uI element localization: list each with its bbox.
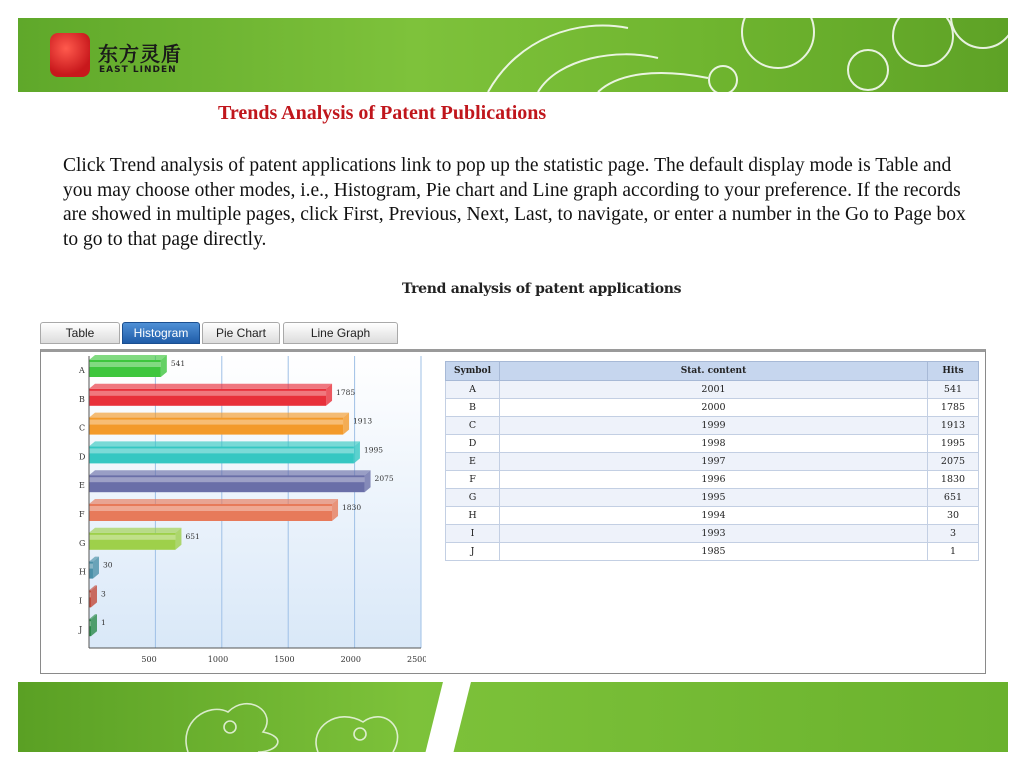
cell-stat-content: 1985	[500, 543, 928, 561]
cell-stat-content: 1994	[500, 507, 928, 525]
tab-pie-chart[interactable]: Pie Chart	[202, 322, 280, 344]
bar-highlight	[89, 391, 326, 396]
decorative-flowers	[18, 682, 1008, 752]
cell-hits: 1	[928, 543, 979, 561]
bar-top-face	[89, 441, 360, 446]
table-row	[446, 399, 979, 417]
histogram-svg	[41, 352, 426, 672]
bar-top-face	[89, 470, 371, 475]
cell-symbol: G	[446, 489, 500, 507]
tab-line-graph[interactable]: Line Graph	[283, 322, 398, 344]
table-row	[446, 525, 979, 543]
slide-title: Trends Analysis of Patent Publications	[218, 102, 547, 124]
bar-top-face	[89, 413, 349, 418]
histogram-chart	[41, 352, 426, 672]
cell-symbol: D	[446, 435, 500, 453]
table-row	[446, 507, 979, 525]
category-label: J	[79, 625, 83, 635]
table-row	[446, 471, 979, 489]
table-row	[446, 381, 979, 399]
stats-table-wrap	[445, 361, 979, 561]
table-row	[446, 489, 979, 507]
brand-name-cn: 东方灵盾	[98, 42, 182, 66]
cell-symbol: F	[446, 471, 500, 489]
category-label: B	[79, 394, 85, 404]
value-label: 1785	[336, 387, 356, 397]
cell-hits: 1830	[928, 471, 979, 489]
value-label: 1	[101, 618, 106, 628]
table-row	[446, 543, 979, 561]
cell-hits: 651	[928, 489, 979, 507]
category-label: H	[79, 567, 86, 577]
bar-highlight	[89, 506, 332, 511]
x-tick-label: 2500	[407, 655, 426, 664]
table-row	[446, 417, 979, 435]
cell-stat-content: 2000	[500, 399, 928, 417]
col-header-hits: Hits	[928, 362, 979, 381]
cell-hits: 3	[928, 525, 979, 543]
bar-highlight	[89, 477, 365, 482]
cell-hits: 1785	[928, 399, 979, 417]
cell-stat-content: 2001	[500, 381, 928, 399]
histogram-panel	[40, 349, 986, 674]
cell-stat-content: 1993	[500, 525, 928, 543]
category-label: E	[79, 481, 85, 491]
cell-stat-content: 1999	[500, 417, 928, 435]
cell-symbol: A	[446, 381, 500, 399]
brand-name-en: EAST LINDEN	[99, 65, 177, 75]
value-label: 30	[102, 560, 113, 570]
cell-symbol: E	[446, 453, 500, 471]
bar-highlight	[89, 448, 354, 453]
tab-histogram[interactable]: Histogram	[122, 322, 200, 344]
cell-stat-content: 1996	[500, 471, 928, 489]
cell-stat-content: 1998	[500, 435, 928, 453]
slide-body: Click Trend analysis of patent applications link to pop up the statistic page. The default display mode is Table and you may choose other modes, i.e., Histogram, Pie chart and Line graph according to your preference. If the records are showed in multiple pages, click First, Previous, Next, Last, to navigate, or enter a number in the Go to Page box to go to that page directly.	[63, 155, 966, 250]
tab-table[interactable]: Table	[40, 322, 120, 344]
x-tick-label: 500	[141, 655, 157, 664]
value-label: 1830	[342, 503, 362, 512]
bar-highlight	[89, 535, 175, 540]
bar-highlight	[89, 362, 161, 367]
cell-stat-content: 1995	[500, 489, 928, 507]
bar-highlight	[89, 564, 93, 569]
cell-symbol: I	[446, 525, 500, 543]
category-label: A	[79, 366, 85, 375]
cell-stat-content: 1997	[500, 453, 928, 471]
bar-top-face	[89, 384, 332, 389]
value-label: 1995	[363, 445, 384, 455]
category-label: F	[79, 510, 85, 519]
cell-symbol: B	[446, 399, 500, 417]
category-label: I	[79, 596, 83, 606]
value-label: 1913	[353, 416, 373, 426]
x-tick-label: 2000	[340, 655, 361, 664]
category-label: C	[79, 423, 86, 433]
value-label: 651	[185, 531, 200, 541]
stats-table	[445, 361, 979, 561]
brand-logo-icon	[50, 33, 90, 77]
cell-symbol: H	[446, 507, 500, 525]
cell-hits: 2075	[928, 453, 979, 471]
value-label: 2075	[374, 474, 394, 484]
value-label: 541	[170, 359, 186, 368]
cell-hits: 1995	[928, 435, 979, 453]
x-tick-label: 1000	[207, 655, 229, 664]
bottom-banner	[18, 682, 1008, 752]
cell-symbol: C	[446, 417, 500, 435]
bar-highlight	[89, 420, 343, 425]
x-tick-label: 1500	[274, 655, 295, 664]
bar-top-face	[89, 355, 167, 360]
table-row	[446, 435, 979, 453]
col-header-symbol: Symbol	[446, 362, 500, 381]
category-label: G	[79, 538, 86, 548]
screenshot-title: Trend analysis of patent applications	[402, 281, 682, 297]
cell-symbol: J	[446, 543, 500, 561]
cell-hits: 541	[928, 381, 979, 399]
bar-top-face	[89, 528, 181, 533]
col-header-stat-content: Stat. content	[500, 362, 928, 381]
category-label: D	[79, 452, 86, 462]
bar-top-face	[89, 499, 338, 504]
cell-hits: 1913	[928, 417, 979, 435]
top-banner	[18, 18, 1008, 92]
value-label: 3	[101, 589, 106, 599]
cell-hits: 30	[928, 507, 979, 525]
table-row	[446, 453, 979, 471]
